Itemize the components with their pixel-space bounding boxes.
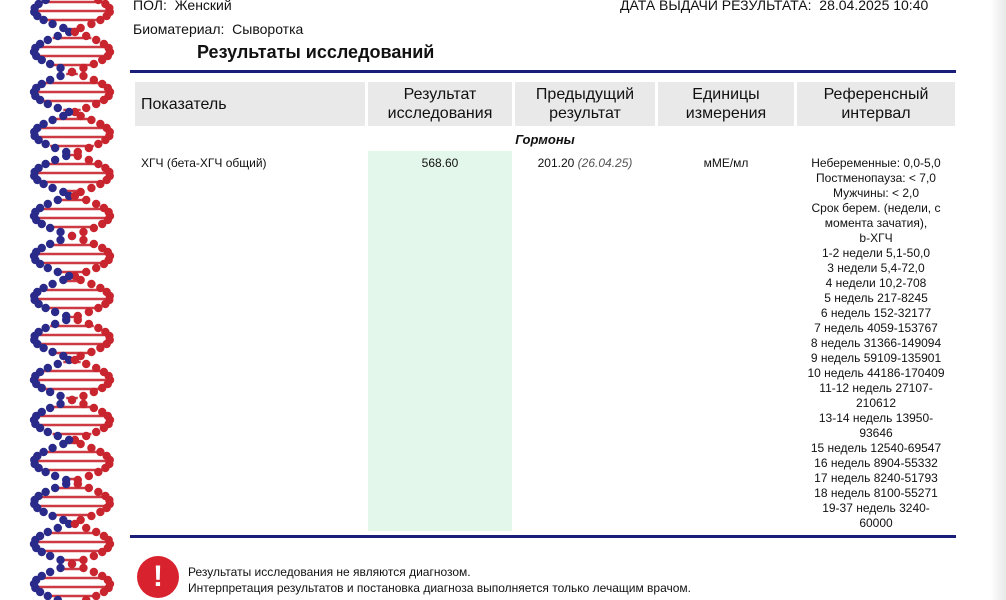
issue-date-line	[620, 0, 928, 13]
reference-line: 11-12 недель 27107-	[819, 381, 933, 395]
page-edge-shadow	[990, 0, 1006, 600]
reference-line: Постменопауза: < 7,0	[816, 171, 936, 185]
biomaterial-value: Сыворотка	[232, 21, 304, 37]
reference-line: 8 недель 31366-149094	[810, 336, 942, 350]
issue-date-value: 28.04.2025 10:40	[819, 0, 929, 13]
reference-line: 3 недели 5,4-72,0	[827, 261, 925, 275]
reference-line: 9 недель 59109-135901	[810, 351, 942, 365]
reference-line: Срок берем. (недели, с	[811, 201, 941, 215]
column-header-previous-line2: результат	[549, 105, 621, 122]
reference-line: 17 недель 8240-51793	[814, 471, 938, 485]
dna-decoration	[0, 0, 130, 600]
previous-result-value: 201.20	[537, 156, 575, 170]
reference-line: 13-14 недель 13950-	[818, 411, 934, 425]
column-header-reference	[797, 82, 955, 126]
reference-line: момента зачатия),	[824, 216, 928, 230]
column-header-result-line1: Результат	[403, 86, 477, 103]
reference-line: 19-37 недель 3240-	[822, 501, 930, 515]
reference-line: 10 недель 44186-170409	[807, 366, 945, 380]
column-header-indicator-line1: Показатель	[141, 95, 227, 113]
bottom-divider	[130, 535, 956, 538]
reference-line: 210612	[855, 396, 897, 410]
column-header-previous	[515, 82, 655, 126]
column-header-previous-line1: Предыдущий	[535, 86, 635, 103]
disclaimer	[188, 564, 691, 596]
reference-line: 60000	[859, 516, 893, 530]
page-title: Результаты исследований	[197, 42, 435, 62]
disclaimer-line1: Результаты исследования не являются диагнозом.	[188, 565, 471, 579]
reference-line: 4 недели 10,2-708	[825, 276, 927, 290]
biomaterial-label: Биоматериал:	[133, 21, 225, 37]
issue-date-label: ДАТА ВЫДАЧИ РЕЗУЛЬТАТА:	[620, 0, 812, 13]
test-result-value: 568.60	[421, 156, 459, 170]
column-header-reference-line1: Референсный	[823, 86, 929, 103]
column-header-reference-line2: интервал	[841, 105, 911, 122]
column-header-result	[368, 82, 512, 126]
reference-line: Небеременные: 0,0-5,0	[811, 156, 941, 170]
test-unit: мМЕ/мл	[703, 156, 749, 170]
column-header-result-line2: исследования	[387, 105, 493, 122]
column-header-indicator	[135, 82, 365, 126]
gender-line	[133, 0, 232, 13]
reference-line: 5 недель 217-8245	[824, 291, 928, 305]
test-name: ХГЧ (бета-ХГЧ общий)	[141, 156, 267, 170]
reference-line: 93646	[859, 426, 893, 440]
reference-line: 7 недель 4059-153767	[814, 321, 938, 335]
previous-result-date: (26.04.25)	[577, 156, 633, 170]
result-column-highlight	[368, 151, 512, 531]
gender-label: ПОЛ:	[133, 0, 167, 13]
gender-value: Женский	[174, 0, 232, 13]
reference-line: 18 недель 8100-55271	[814, 486, 938, 500]
previous-result	[515, 156, 655, 170]
reference-line: 16 недель 8904-55332	[814, 456, 938, 470]
disclaimer-line2: Интерпретация результатов и постановка диагноза выполняется только лечащим врачом.	[188, 581, 691, 595]
column-header-units-line2: измерения	[685, 105, 767, 122]
reference-line: 15 недель 12540-69547	[810, 441, 942, 455]
reference-interval	[797, 156, 955, 531]
top-divider	[130, 70, 956, 73]
section-heading-hormones: Гормоны	[515, 132, 575, 147]
warning-icon: !	[137, 556, 179, 598]
column-header-units-line1: Единицы	[692, 86, 760, 103]
biomaterial-line	[133, 21, 303, 37]
reference-line: 1-2 недели 5,1-50,0	[821, 246, 931, 260]
reference-line: b-ХГЧ	[859, 231, 893, 245]
reference-line: Мужчины: < 2,0	[832, 186, 920, 200]
reference-line: 6 недель 152-32177	[820, 306, 932, 320]
column-header-units	[658, 82, 794, 126]
